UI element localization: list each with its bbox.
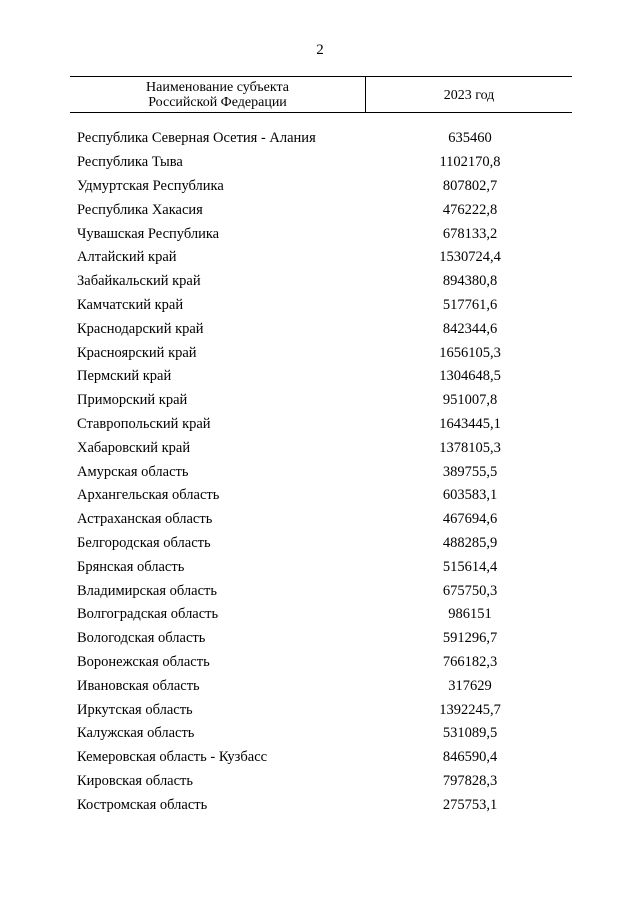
region-value: 678133,2 xyxy=(442,225,498,242)
region-name: Астраханская область xyxy=(77,511,213,528)
region-name: Вологодская область xyxy=(77,630,206,647)
region-name: Хабаровский край xyxy=(77,439,191,456)
table-row xyxy=(0,746,640,770)
region-value: 531089,5 xyxy=(442,725,498,742)
table-row xyxy=(0,294,640,318)
table-body xyxy=(0,127,640,817)
region-name: Ставропольский край xyxy=(77,415,211,432)
table-row xyxy=(0,389,640,413)
table-row xyxy=(0,341,640,365)
table-row xyxy=(0,651,640,675)
region-name: Камчатский край xyxy=(77,296,184,313)
region-name: Пермский край xyxy=(77,368,172,385)
table-header xyxy=(70,76,572,113)
region-value: 476222,8 xyxy=(442,201,498,218)
table-row xyxy=(0,698,640,722)
region-value: 807802,7 xyxy=(442,177,498,194)
header-region-name-line1: Наименование субъекта xyxy=(146,79,289,95)
region-value: 846590,4 xyxy=(442,749,498,766)
table-row xyxy=(0,246,640,270)
region-value: 517761,6 xyxy=(442,296,498,313)
region-name: Волгоградская область xyxy=(77,606,219,623)
region-value: 467694,6 xyxy=(442,511,498,528)
region-value: 603583,1 xyxy=(442,487,498,504)
region-name: Приморский край xyxy=(77,392,188,409)
region-value: 515614,4 xyxy=(442,558,498,575)
header-region-name xyxy=(70,77,365,112)
page-number: 2 xyxy=(316,42,324,58)
region-value: 591296,7 xyxy=(442,630,498,647)
table-row xyxy=(0,484,640,508)
region-value: 488285,9 xyxy=(442,534,498,551)
region-name: Чувашская Республика xyxy=(77,225,220,242)
region-value: 1304648,5 xyxy=(439,368,501,385)
region-name: Кировская область xyxy=(77,772,194,789)
region-name: Республика Хакасия xyxy=(77,201,203,218)
region-value: 675750,3 xyxy=(442,582,498,599)
region-name: Ивановская область xyxy=(77,677,200,694)
table-row xyxy=(0,532,640,556)
region-name: Краснодарский край xyxy=(77,320,204,337)
region-value: 951007,8 xyxy=(442,392,498,409)
region-value: 894380,8 xyxy=(442,273,498,290)
table-row xyxy=(0,460,640,484)
region-name: Калужская область xyxy=(77,725,195,742)
table-row xyxy=(0,555,640,579)
table-row xyxy=(0,674,640,698)
region-value: 766182,3 xyxy=(442,653,498,670)
region-value: 1656105,3 xyxy=(439,344,501,361)
region-value: 275753,1 xyxy=(442,796,498,813)
table-row xyxy=(0,175,640,199)
region-value: 1643445,1 xyxy=(439,415,501,432)
region-name: Кемеровская область - Кузбасс xyxy=(77,749,268,766)
region-name: Владимирская область xyxy=(77,582,217,599)
region-name: Воронежская область xyxy=(77,653,210,670)
region-value: 797828,3 xyxy=(442,772,498,789)
table-row xyxy=(0,770,640,794)
region-name: Архангельская область xyxy=(77,487,220,504)
region-name: Амурская область xyxy=(77,463,189,480)
region-value: 317629 xyxy=(448,677,492,694)
region-name: Иркутская область xyxy=(77,701,193,718)
region-name: Белгородская область xyxy=(77,534,211,551)
table-row xyxy=(0,627,640,651)
region-name: Республика Северная Осетия - Алания xyxy=(77,130,316,147)
table-row xyxy=(0,603,640,627)
table-row xyxy=(0,151,640,175)
region-name: Красноярский край xyxy=(77,344,197,361)
region-value: 389755,5 xyxy=(442,463,498,480)
region-value: 986151 xyxy=(448,606,492,623)
region-name: Республика Тыва xyxy=(77,154,183,171)
table-row xyxy=(0,222,640,246)
region-value: 842344,6 xyxy=(442,320,498,337)
table-row xyxy=(0,365,640,389)
table-row xyxy=(0,579,640,603)
table-row xyxy=(0,127,640,151)
region-value: 1392245,7 xyxy=(439,701,501,718)
region-name: Костромская область xyxy=(77,796,208,813)
region-name: Забайкальский край xyxy=(77,273,201,290)
header-year: 2023 год xyxy=(443,88,495,103)
region-value: 1378105,3 xyxy=(439,439,501,456)
table-row xyxy=(0,436,640,460)
header-region-name-line2: Российской Федерации xyxy=(148,94,287,110)
region-name: Алтайский край xyxy=(77,249,177,266)
region-value: 635460 xyxy=(448,130,492,147)
region-value: 1102170,8 xyxy=(439,154,501,171)
table-row xyxy=(0,270,640,294)
table-row xyxy=(0,508,640,532)
table-row xyxy=(0,793,640,817)
region-value: 1530724,4 xyxy=(439,249,501,266)
table-row xyxy=(0,198,640,222)
region-name: Брянская область xyxy=(77,558,185,575)
region-name: Удмуртская Республика xyxy=(77,177,224,194)
table-row xyxy=(0,413,640,437)
table-row xyxy=(0,317,640,341)
table-row xyxy=(0,722,640,746)
